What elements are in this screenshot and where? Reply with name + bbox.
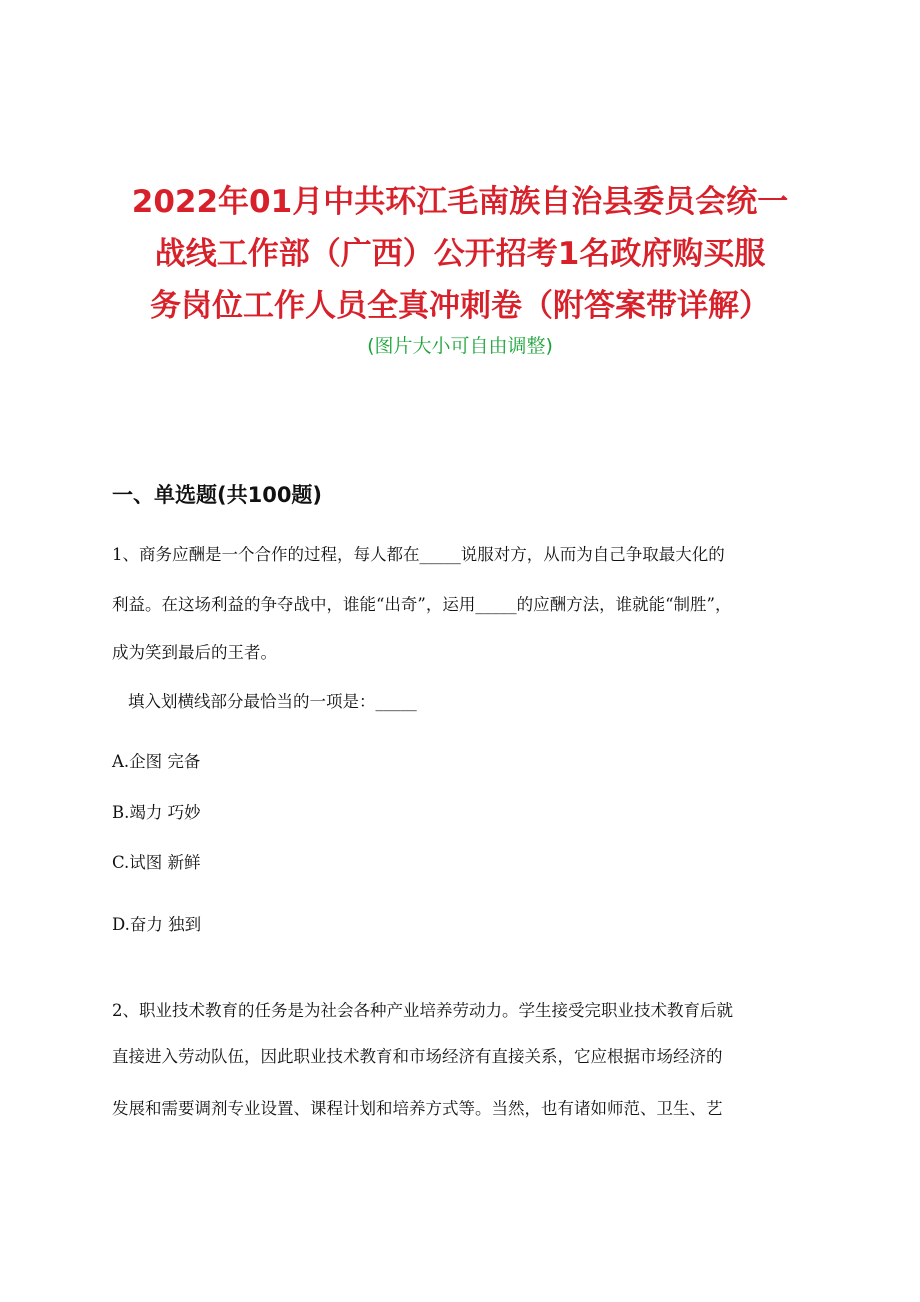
question-1-prompt: 填入划横线部分最恰当的一项是：_____ <box>128 692 417 711</box>
question-2-stem-line: 2、职业技术教育的任务是为社会各种产业培养劳动力。学生接受完职业技术教育后就 <box>112 1001 733 1020</box>
question-1-stem-line: 成为笑到最后的王者。 <box>112 643 277 662</box>
question-2-stem-line: 发展和需要调剂专业设置、课程计划和培养方式等。当然，也有诸如师范、卫生、艺 <box>112 1099 723 1118</box>
document-title <box>90 176 830 332</box>
question-2-stem-line: 直接进入劳动队伍，因此职业技术教育和市场经济有直接关系，它应根据市场经济的 <box>112 1047 723 1066</box>
question-1-option-d: D.奋力 独到 <box>112 915 202 934</box>
question-1-option-c: C.试图 新鲜 <box>112 853 201 872</box>
question-1-option-a: A.企图 完备 <box>112 752 201 771</box>
question-1-stem-line: 1、商务应酬是一个合作的过程，每人都在_____说服对方，从而为自己争取最大化的 <box>112 545 725 564</box>
question-1-stem-line: 利益。在这场利益的争夺战中，谁能“出奇”，运用_____的应酬方法，谁就能“制胜”， <box>112 595 732 614</box>
title-line: 战线工作部（广西）公开招考1名政府购买服 <box>154 236 766 272</box>
section-heading: 一、单选题(共100题) <box>112 483 323 507</box>
question-1-option-b: B.竭力 巧妙 <box>112 803 201 822</box>
title-line: 2022年01月中共环江毛南族自治县委员会统一 <box>131 184 789 220</box>
title-line: 务岗位工作人员全真冲刺卷（附答案带详解） <box>150 288 770 324</box>
document-subtitle: (图片大小可自由调整) <box>367 335 553 357</box>
